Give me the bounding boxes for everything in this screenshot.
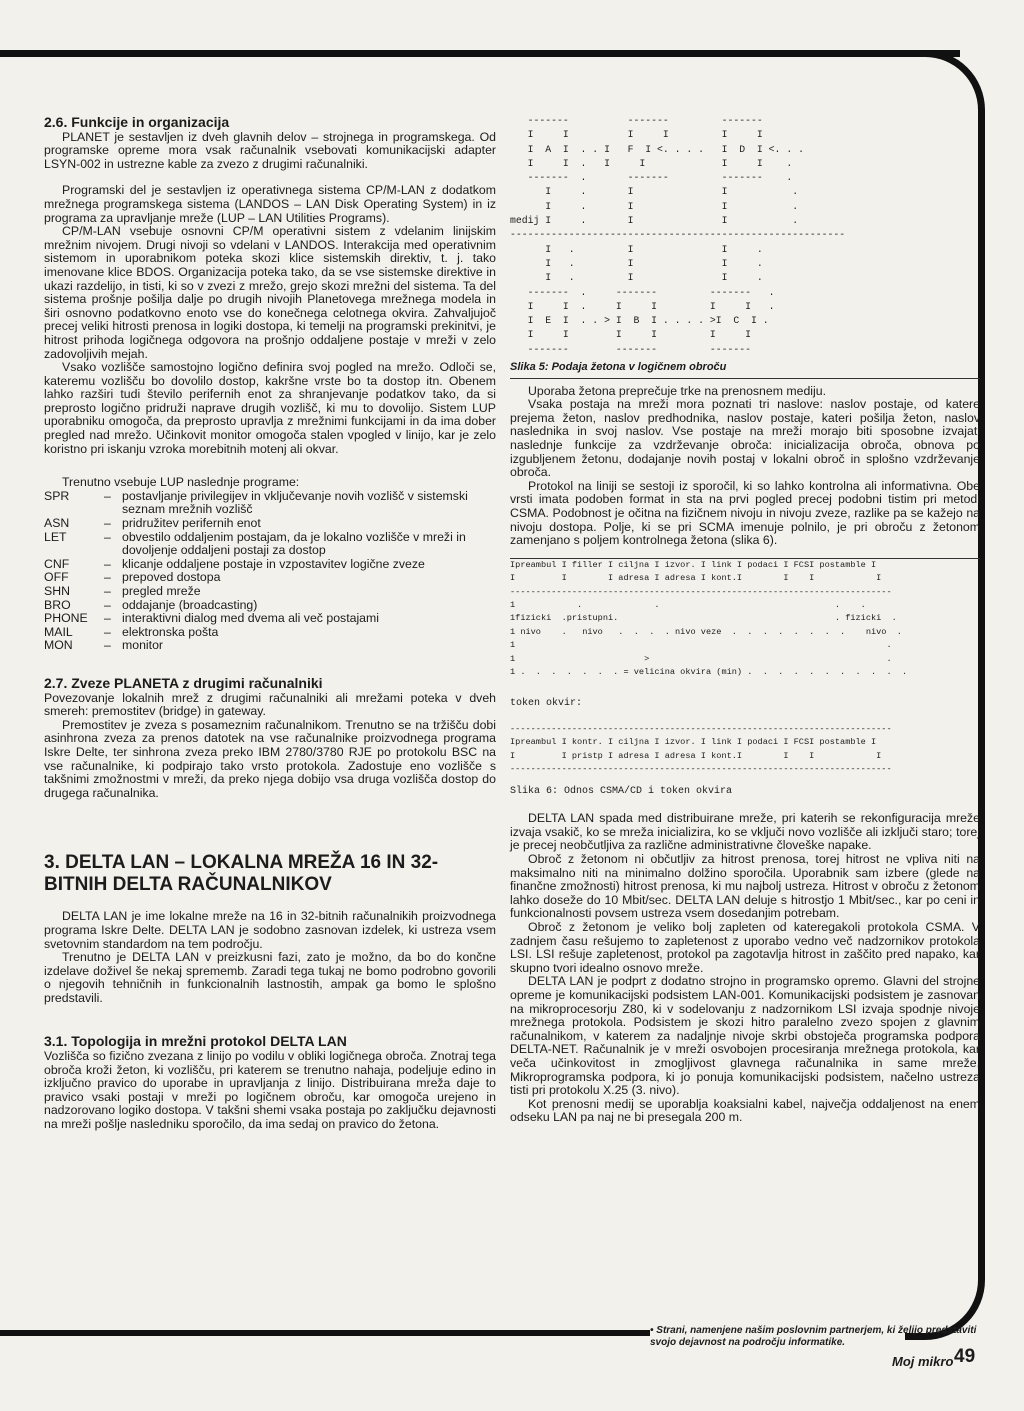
dash: – <box>104 638 111 653</box>
paragraph: Protokol na liniji se sestoji iz sporočil, ki so lahko kontrolna ali informativna. Obe vrsti imata podoben format in sta na prvi pogled precej podobni tistim pri metodi CSMA. Podobnost je očitna na fizičnem nivoju in nivoju zveze, razlike pa se kažejo na nivoju dostopa. Polje, ki se pri SCMA imenuje polnilo, je pri obroču z žetonom zamenjano s poljem kontrolnega žetona (slika 6). <box>510 478 980 548</box>
dash: – <box>104 570 111 585</box>
paragraph: DELTA LAN je ime lokalne mreže na 16 in 32-bitnih računalnikih proizvodnega programa Iskre Delte. DELTA LAN je sodobno zasnovan izdelek, ki ustreza vsem svetovnim standardom na tem področju. <box>44 909 496 951</box>
paragraph: Obroč z žetonom je veliko bolj zapleten od kateregakoli protokola CSMA. V zadnjem času rešujemo to zapletenost z uporabo vedno več nadzornikov protokola LSI. LSI rešuje zapletenost, protokol pa zagotavlja hitrost in zaščito pred napako, kar skupno tvori idealno osnovo mreže. <box>510 919 980 975</box>
footnote: • Strani, namenjene našim poslovnim partnerjem, ki želijo predstaviti svojo dejavnost na področju informatike. <box>650 1325 977 1348</box>
dash: – <box>104 488 111 503</box>
paragraph: DELTA LAN spada med distribuirane mreže, pri katerih se rekonfiguracija mreže izvaja vsakič, ko se mreža inicializira, ko se vključi novo vozlišče ali izključi staro; torej je precej neobčutljiva za različne administrativne človeške napake. <box>510 811 980 853</box>
paragraph: DELTA LAN je podprt z dodatno strojno in programsko opremo. Glavni del strojne opreme je komunikacijski podsistem LAN-001. Komunikacijski podsistem je zasnovan na mikroprocesorju Z80, ki v sodelovanju z nadzornikom LSI izvaja spodnje nivoje mrežnega protokola. Podsistem je skozi hitro paralelno zvezo spojen z glavnim računalnikom, v katerem za nadaljnje nivoje skrbi obstoječa programska podpora DELTA-NET. Računalnik je v mreži osvobojen procesiranja mrežnega protokola, kar veča učinkovitost in zmogljivost glavnega računalnika in same mreže. Mikroprogramska podpora, ki jo ponuja komunikacijski podsistem, načelno ustreza tisti pri protokolu X.25 (3. nivo). <box>510 974 980 1098</box>
program-desc: obvestilo oddaljenim postajam, da je lokalno vozlišče v mreži in dovoljenje oddaljeni postaji za dostop <box>122 529 466 558</box>
paragraph: Uporaba žetona preprečuje trke na prenosnem mediju. <box>528 383 827 398</box>
program-code: LET <box>44 529 67 544</box>
program-code: SHN <box>44 584 70 598</box>
figure-6-token-frame-label: token okvir: <box>510 698 583 710</box>
paragraph: Premostitev je zveza s posameznim računalnikom. Trenutno se na tržišču dobi asinhrona zveza za prenos datotek na vse računalnike proizvodnega programa Iskre Delte, ter sinhrona zveza preko IBM 2780/3780 RJE po protokolu BSC na vse računalnike, ki podpirajo tako vrsto protokola. Zadostuje eno vozlišče s takšnimi zmožnostmi v mreži, da preko njega dobijo vsa druga vozlišča dostop do drugega računalnika. <box>44 717 496 800</box>
paragraph: Trenutno vsebuje LUP naslednje programe: <box>62 475 300 490</box>
program-code: MAIL <box>44 624 73 639</box>
program-desc: prepoved dostopa <box>122 570 221 585</box>
dash: – <box>104 597 111 612</box>
page-number: 49 <box>954 1346 976 1367</box>
paragraph: Vsako vozlišče samostojno logično definira svoj pogled na mrežo. Odloči se, kateremu vozlišču bo dovolilo dostop, kakršne vrste bo ta dostop itn. Obenem lahko razširi tudi število perifernih enot za shranjevanje podatkov tako, da si preprosto logično pridruži naprave drugih vozlišč, ki mu to dovolijo. Sistem LUP uporabniku omogoča, da preprosto upravlja z mrežnimi funkcijami in da ima dober pregled nad mrežo. Učinkovit monitor omogoča stalen vpogled v linijo, kar je zelo koristno pri iskanju vzroka morebitnih motenj ali okvar. <box>44 360 496 456</box>
program-code: CNF <box>44 556 70 571</box>
dash: – <box>104 584 111 598</box>
program-code: ASN <box>44 516 70 531</box>
page-frame-bottom-rule <box>0 1330 650 1336</box>
program-desc: postavljanje privilegijev in vključevanje novih vozlišč v sistemski seznam mrežnih vozlišč <box>122 488 468 517</box>
program-code: OFF <box>44 570 69 585</box>
figure-6-csma-frame-table: Ipreambul I filler I ciljna I izvor. I link I podaci I FCSI postamble I I I I adresa I adresa I kont.I I I I -------------------------------------------------------------------------- 1 . . . . 1fizicki .pristupni. . fizicki . 1 nivo . nivo . . . . nivo veze . . . . . . . . nivo . 1 . 1 > . 1 . . . . . . . = velicina okvira (min) . . . . . . . . . . . <box>510 559 908 678</box>
paragraph: Trenutno je DELTA LAN v preizkusni fazi, zato je možno, da bo do končne izdelave doživel še nekaj sprememb. Zaradi tega tukaj ne bomo podrobno govorili o njegovih tehničnih in funkcionalnih lastnostih, ampak ga bomo le splošno predstavili. <box>44 950 496 1005</box>
paragraph: Vsaka postaja na mreži mora poznati tri naslove: naslov postaje, od katere prejema žeton, naslov predhodnika, naslov postaje, kateri pošilja žeton, naslov naslednika in svoj naslov. Vse postaje na mreži morajo biti sposobne izvajati naslednje funkcije za vzdrževanje obroča: inicializacija obroča, obnova po izgubljenem žetonu, dodajanje novih postaj v lokalni obroč in splošno vzdrževanje obroča. <box>510 397 980 480</box>
magazine-brand: Moj mikro <box>892 1354 954 1369</box>
paragraph: Vozlišča so fizično zvezana z linijo po vodilu v obliki logičnega obroča. Znotraj tega obroča kroži žeton, ki vozlišču, pri katerem se trenutno nahaja, podeljuje edino in izključno pravico do uporabe in upravljanja z linijo. Distribuirana mreža daje to pravico vsaki postaji v mreži po logičnem obroču, kar omogoča urejeno in nadzorovano logiko dostopa. V takšni shemi vsaka postaja po zaključku dejavnosti na mreži pošlje nasledniku sporočilo, da ima sedaj on pravico do žetona. <box>44 1049 496 1132</box>
dash: – <box>104 556 111 571</box>
paragraph: Povezovanje lokalnih mrež z drugimi računalniki ali mrežami poteka v dveh smereh: premostitev (bridge) in gateway. <box>44 690 496 719</box>
program-desc: elektronska pošta <box>122 624 219 639</box>
lup-program-list <box>44 490 496 653</box>
section-2-7-heading: 2.7. Zveze PLANETA z drugimi računalniki <box>44 674 323 691</box>
chapter-3-heading: 3. DELTA LAN – LOKALNA MREŽA 16 IN 32-BITNIH DELTA RAČUNALNIKOV <box>44 852 439 896</box>
paragraph: Programski del je sestavljen iz operativnega sistema CP/M-LAN z dodatkom mrežnega programskega sistema (LANDOS – LAN Disk Operating System) in iz programa za upravljanje mreže (LUP – LAN Utilities Programs). <box>44 183 496 225</box>
section-3-1-heading: 3.1. Topologija in mrežni protokol DELTA LAN <box>44 1033 347 1050</box>
program-desc: pridružitev perifernih enot <box>122 516 261 531</box>
figure-5-token-ring-diagram: ------- ------- ------- I I I I I I I A I . . I F I <. . . . I D I <. . . I I . I I I I . ------- . ------- ------- . I . I I . I . I I . medij I . I I . --------------------------------------------------------- I . I I . I . I I . I . I I . ------- . ------- ------- . I I . I I I I . I E I . . > I B I . . . . >I C I . I I I I I I ------- ------- ------- <box>510 115 846 355</box>
dash: – <box>104 624 111 639</box>
figure-6-token-frame-table: -------------------------------------------------------------------------- Ipreambul I kontr. I ciljna I izvor. I link I podaci I FCSI postamble I I I pristp I adresa I adresa I kont.I I I I -------------------------------------------------------------------------- <box>510 724 892 775</box>
figure-6-caption: Slika 6: Odnos CSMA/CD i token okvira <box>510 785 733 797</box>
program-desc: monitor <box>122 638 164 653</box>
right-column <box>510 114 980 1125</box>
program-desc: klicanje oddaljene postaje in vzpostavitev logične zveze <box>122 556 425 571</box>
paragraph: PLANET je sestavljen iz dveh glavnih delov – strojnega in programskega. Od programske opreme mora vsak računalnik vsebovati komunikacijski adapter LSYN-002 in ustrezne kable za zvezo z drugimi računalniki. <box>44 129 496 171</box>
figure-5-caption: Slika 5: Podaja žetona v logičnem obroču <box>510 361 727 374</box>
section-2-6-heading: 2.6. Funkcije in organizacija <box>44 114 230 130</box>
program-desc: oddajanje (broadcasting) <box>122 597 258 612</box>
program-desc: pregled mreže <box>122 584 201 598</box>
dash: – <box>104 529 111 544</box>
paragraph: Kot prenosni medij se uporablja koaksialni kabel, največja oddaljenost na enem odseku LAN pa naj ne bi presegala 200 m. <box>510 1096 980 1125</box>
program-code: SPR <box>44 488 70 503</box>
paragraph: Obroč z žetonom ni občutljiv za hitrost prenosa, torej hitrost ne vpliva niti na maksimalno niti na minimalno dolžino sporočila. Uporabnik sam izbere (glede na finančne zmožnosti) hitrost prenosa, ki mu najbolj ustreza. Hitrost v obroču z žetonom lahko doseže do 10 Mbit/sec. DELTA LAN deluje s hitrostjo 1 Mbit/sec., kar po ceni in funkcionalnosti povsem ustreza vsem dosedanjim potrebam. <box>510 852 980 921</box>
dash: – <box>104 611 111 626</box>
program-desc: interaktivni dialog med dvema ali več postajami <box>122 611 379 626</box>
dash: – <box>104 516 111 531</box>
paragraph: CP/M-LAN vsebuje osnovni CP/M operativni sistem z vdelanim linijskim mrežnim nivojem. Drugi nivoji so vdelani v LANDOS. Interakcija med operativnim sistemom in uporabnikom poteka skozi klice sistemskih direktiv, t. j. tako imenovane klice BDOS. Organizacija poteka tako, da se vse sistemske direktive in ukazi razdelijo, in tisti, ki so v zvezi z mrežo, grejo skozi mrežni del sistema. Ta del sistema prošnje pošilja dalje po drugih nivojih Planetovega mrežnega modela in širi osnovno podatkovno enoto vse do konečnega celotnega okvira. Zahvaljujoč precej veliki hitrosti prenosa in logiki dostopa, ki temelji na programski prekinitvi, je hitrost prihoda logičnega odgovora na prošnjo oddaljene postaje v mreži v zelo zadovoljivih mejah. <box>44 224 496 361</box>
page-frame-top-rule <box>0 50 960 57</box>
program-code: MON <box>44 638 73 653</box>
left-column <box>44 116 496 1132</box>
program-code: PHONE <box>44 611 88 626</box>
program-code: BRO <box>44 597 71 612</box>
